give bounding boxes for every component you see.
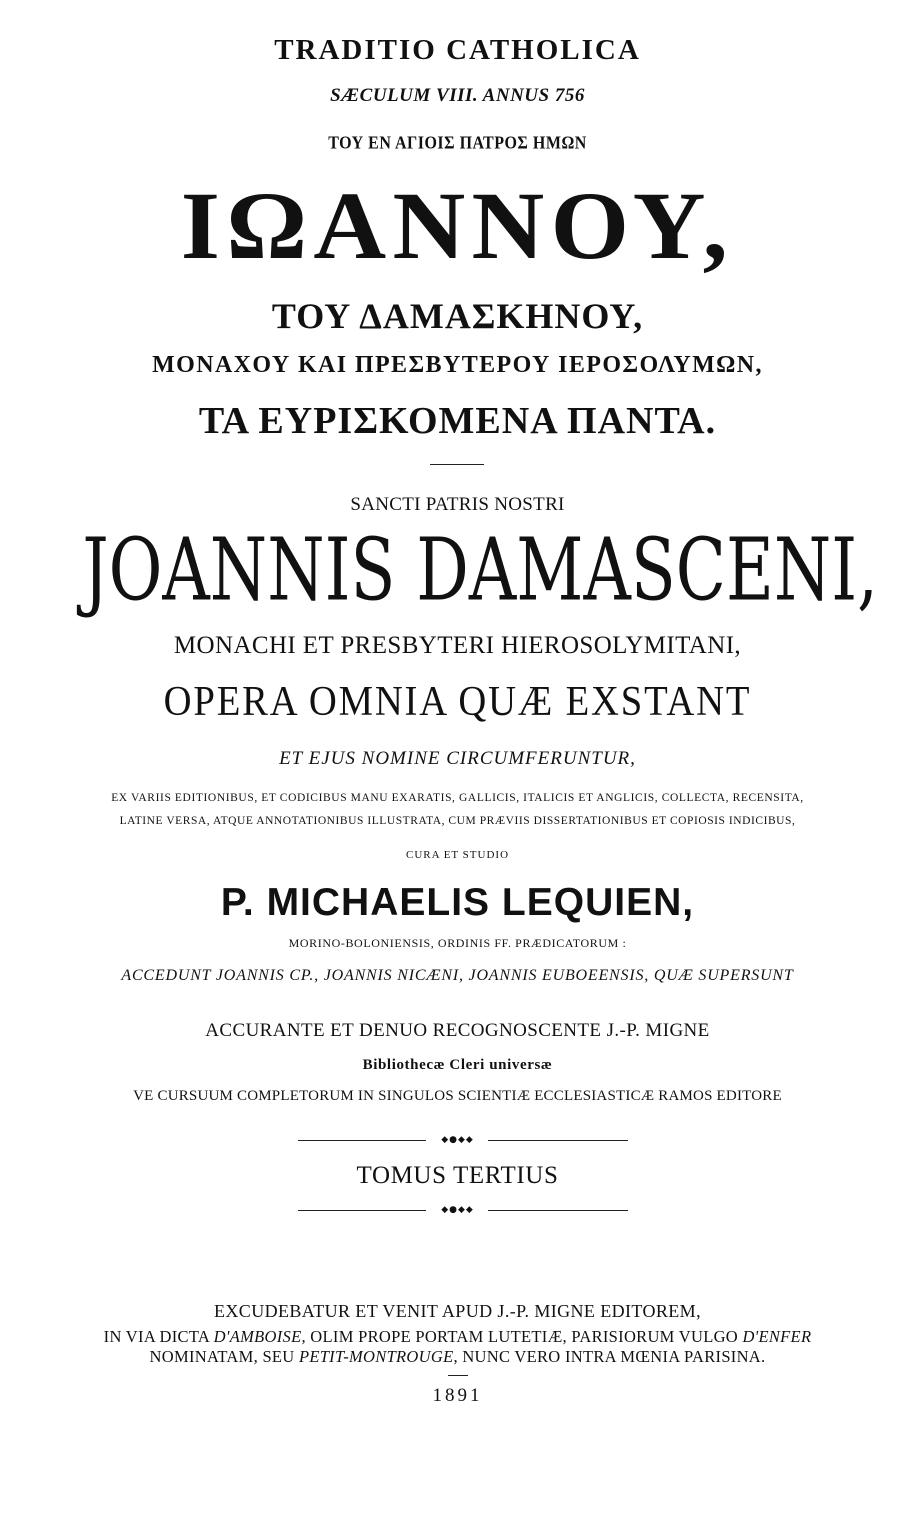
description-line-1: EX VARIIS EDITIONIBUS, ET CODICIBUS MANU EXARATIS, GALLICIS, ITALICIS ET ANGLICIS, COLLECTA, RECENSITA, (111, 792, 804, 804)
latin-title-line-2: OPERA OMNIA QUÆ EXSTANT (163, 679, 752, 725)
latin-author-name: JOANNIS DAMASCENI, (82, 519, 879, 620)
publisher-line-2 (0, 1329, 915, 1346)
latin-title-line-1: MONACHI ET PRESBYTERI HIEROSOLYMITANI, (173, 632, 742, 659)
street-name: D'AMBOISE (213, 1327, 302, 1346)
short-divider-rule (430, 464, 484, 465)
migne-line-3: VE CURSUUM COMPLETORUM IN SINGULOS SCIENTIÆ ECCLESIASTICÆ RAMOS EDITORE (133, 1088, 782, 1104)
latin-intro: SANCTI PATRIS NOSTRI (350, 494, 565, 515)
editor-name: P. MICHAELIS LEQUIEN, (220, 881, 695, 924)
publisher-line-2-a: IN VIA DICTA (103, 1327, 214, 1346)
upper-ornament-rule-right (488, 1140, 628, 1141)
publisher-line-3 (0, 1349, 915, 1366)
district-name: PETIT-MONTROUGE (298, 1347, 454, 1366)
saeculum-line: SÆCULUM VIII. ANNUS 756 (330, 85, 585, 106)
series-title: TRADITIO CATHOLICA (274, 34, 641, 66)
editor-origin: MORINO-BOLONIENSIS, ORDINIS FF. PRÆDICATORUM : (288, 936, 627, 950)
migne-line-1: ACCURANTE ET DENUO RECOGNOSCENTE J.-P. MIGNE (205, 1020, 710, 1041)
publisher-line-3-c: , NUNC VERO INTRA MŒNIA PARISINA. (453, 1347, 766, 1366)
greek-title-line-2: ΜΟΝΑΧΟΥ ΚΑΙ ΠΡΕΣΒΥΤΕΡΟΥ ΙΕΡΟΣΟΛΥΜΩΝ, (152, 352, 763, 378)
publisher-line-2-c: , OLIM PROPE PORTAM LUTETIÆ, PARISIORUM VULGO (301, 1327, 743, 1346)
lower-ornament-rule-right (488, 1210, 628, 1211)
migne-line-2: Bibliothecæ Cleri universæ (362, 1057, 553, 1073)
upper-ornament: ◆●◆◆ (441, 1135, 474, 1145)
volume-label: TOMUS TERTIUS (356, 1162, 559, 1189)
cura-et-studio: CURA ET STUDIO (405, 849, 510, 861)
latin-title-line-3: ET EJUS NOMINE CIRCUMFERUNTUR, (279, 748, 636, 769)
year-rule (448, 1375, 468, 1376)
description-line-2: LATINE VERSA, ATQUE ANNOTATIONIBUS ILLUSTRATA, CUM PRÆVIIS DISSERTATIONIBUS ET COPIOSIS INDICIBUS, (119, 815, 796, 827)
publisher-line-1: EXCUDEBATUR ET VENIT APUD J.-P. MIGNE EDITOREM, (214, 1301, 701, 1321)
greek-title-line-3: ΤΑ ΕΥΡΙΣΚΟΜΕΝΑ ΠΑΝΤΑ. (198, 400, 717, 442)
greek-intro: ΤΟΥ ΕΝ ΑΓΙΟΙΣ ΠΑΤΡΟΣ ΗΜΩΝ (328, 134, 587, 153)
publisher-line-3-a: NOMINATAM, SEU (149, 1347, 299, 1366)
greek-author-name: ΙΩΑΝΝΟΥ, (180, 172, 735, 279)
gate-name: D'ENFER (742, 1327, 812, 1346)
lower-ornament: ◆●◆◆ (441, 1205, 474, 1215)
accedunt-line: ACCEDUNT JOANNIS CP., JOANNIS NICÆNI, JOANNIS EUBOEENSIS, QUÆ SUPERSUNT (121, 967, 794, 984)
publication-year: 1891 (432, 1385, 483, 1406)
greek-title-line-1: ΤΟΥ ΔΑΜΑΣΚΗΝΟΥ, (271, 296, 644, 336)
